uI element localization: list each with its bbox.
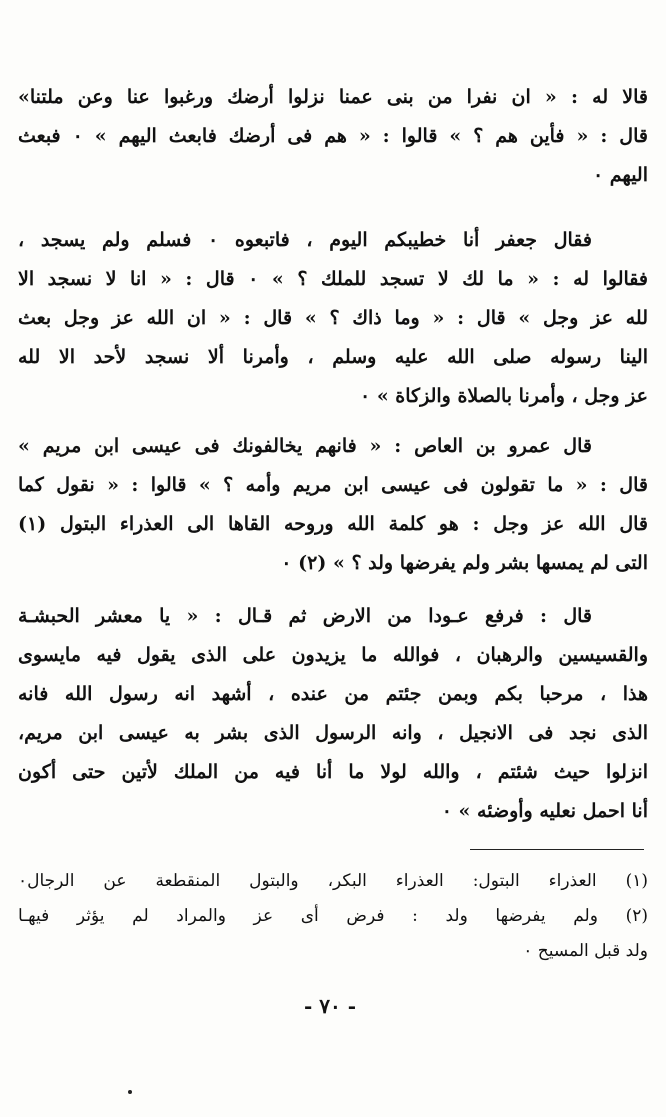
text-line: هذا ، مرحبا بكم وبمن جئتم من عنده ، أشهد انه رسول الله فانه <box>18 683 648 705</box>
text-line: قالا له : « ان نفرا من بنى عمنا نزلوا أرضك ورغبوا عنا وعن ملتنا» <box>18 86 648 108</box>
text-line: قال : « فأين هم ؟ » قالوا : « هم فى أرضك فابعث اليهم » ٠ فبعث <box>18 125 648 147</box>
text-line: عز وجل ، وأمرنا بالصلاة والزكاة » ٠ <box>359 385 648 407</box>
text-line: انزلوا حيث شئتم ، والله لولا ما أنا فيه من الملك لأتين حتى أكون <box>18 761 648 783</box>
paragraph-4 <box>18 597 648 831</box>
footnote-line: ولد قبل المسيح ٠ <box>523 941 648 961</box>
text-line: أنا احمل نعليه وأوضئه » ٠ <box>441 800 648 822</box>
footnotes <box>18 864 648 969</box>
text-line: فقالوا له : « ما لك لا تسجد للملك ؟ » ٠ قال : « انا لا نسجد الا <box>18 268 648 290</box>
text-line: التى لم يمسها بشر ولم يفرضها ولد ؟ » (٢) ٠ <box>281 552 648 574</box>
text-line: والقسيسين والرهبان ، فوالله ما يزيدون على الذى يقول فيه مايسوى <box>18 644 648 666</box>
print-speck <box>128 1090 132 1094</box>
text-line: لله عز وجل » قال : « وما ذاك ؟ » قال : « ان الله عز وجل بعث <box>18 307 648 329</box>
paragraph-2 <box>18 221 648 416</box>
text-line: الينا رسوله صلى الله عليه وسلم ، وأمرنا ألا نسجد لأحد الا لله <box>18 346 648 368</box>
footnote-line: (١) العذراء البتول: العذراء البكر، والبتول المنقطعة عن الرجال٠ <box>18 871 648 891</box>
text-line: قال عمرو بن العاص : « فانهم يخالفونك فى عيسى ابن مريم » <box>18 435 592 457</box>
text-line: قال : « ما تقولون فى عيسى ابن مريم وأمه ؟ » قالوا : « نقول كما <box>18 474 648 496</box>
paragraph-3 <box>18 427 648 583</box>
text-line: الذى نجد فى الانجيل ، وانه الرسول الذى بشر به عيسى ابن مريم، <box>18 722 648 744</box>
text-line: قال الله عز وجل : هو كلمة الله وروحه القاها الى العذراء البتول (١) <box>18 513 648 535</box>
paragraph-1 <box>18 78 648 195</box>
page-number: - ٧٠ - <box>303 994 356 1018</box>
text-line: قال : فرفع عـودا من الارض ثم قـال : « يا معشر الحبشـة <box>18 605 592 627</box>
footnote-line: (٢) ولم يفرضها ولد : فرض أى عز والمراد لم يؤثر فيهـا <box>18 906 648 926</box>
text-line: فقال جعفر أنا خطيبكم اليوم ، فاتبعوه ٠ فسلم ولم يسجد ، <box>18 229 592 251</box>
text-line: اليهم ٠ <box>592 164 648 186</box>
footnote-divider <box>470 849 644 850</box>
